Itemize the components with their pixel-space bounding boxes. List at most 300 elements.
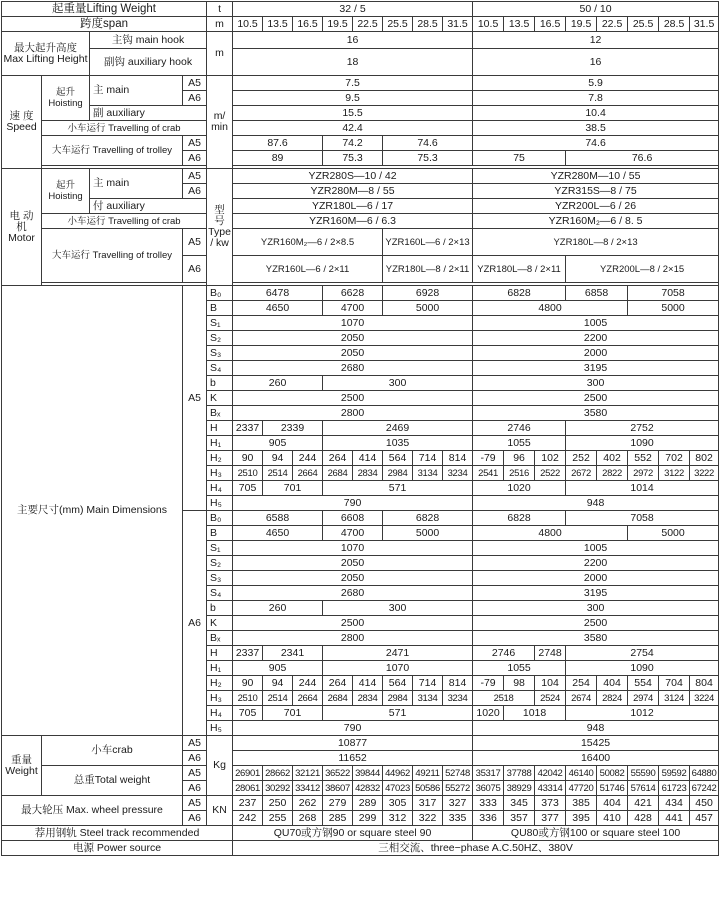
value-cell: 254 xyxy=(566,676,597,691)
value-cell: 264 xyxy=(323,676,353,691)
value-cell: YZR280S—10 / 42 xyxy=(233,169,473,184)
value-cell: 2471 xyxy=(323,646,473,661)
speed-aux-label: 副 auxiliary xyxy=(90,106,207,121)
value-cell: 285 xyxy=(323,811,353,826)
dim-symbol: S₄ xyxy=(207,361,233,376)
grade-a5: A5 xyxy=(183,766,207,781)
dim-symbol: B₀ xyxy=(207,286,233,301)
value-cell: 262 xyxy=(293,796,323,811)
value-cell: 46140 xyxy=(566,766,597,781)
value-cell: 2514 xyxy=(263,691,293,706)
value-cell: 6628 xyxy=(323,286,383,301)
dim-symbol: B xyxy=(207,301,233,316)
grade-a6: A6 xyxy=(183,91,207,106)
motor-hoisting-label: 起升 Hoisting xyxy=(42,169,90,214)
value-cell: 244 xyxy=(293,451,323,466)
value-cell: 2510 xyxy=(233,691,263,706)
value-cell: 4800 xyxy=(473,301,628,316)
value-cell: 2500 xyxy=(233,391,473,406)
crane-spec-table xyxy=(1,1,719,856)
dim-symbol: H xyxy=(207,421,233,436)
value-cell: 3122 xyxy=(659,466,690,481)
value-cell: 3580 xyxy=(473,406,719,421)
dim-a5-B0 xyxy=(2,286,719,301)
row-weight-total-a5 xyxy=(2,766,719,781)
value-cell: 102 xyxy=(535,451,566,466)
grade-a6: A6 xyxy=(183,151,207,166)
value-cell: 327 xyxy=(443,796,473,811)
value-cell: 714 xyxy=(413,451,443,466)
value-cell: 6858 xyxy=(566,286,628,301)
value-cell: 55590 xyxy=(628,766,659,781)
value-cell: 2500 xyxy=(473,616,719,631)
dim-symbol: H₁ xyxy=(207,661,233,676)
value-cell: 1035 xyxy=(323,436,473,451)
value-cell: 74.6 xyxy=(473,136,719,151)
motor-trolley-label: 大车运行 Travelling of trolley xyxy=(42,229,183,283)
lifting-weight-label: 起重量Lifting Weight xyxy=(2,2,207,17)
value-cell: 2752 xyxy=(566,421,719,436)
value-cell: 28662 xyxy=(263,766,293,781)
value-cell: 18 xyxy=(233,49,473,76)
value-cell: 3195 xyxy=(473,586,719,601)
span-label: 跨度span xyxy=(2,17,207,32)
value-cell: 2972 xyxy=(628,466,659,481)
value-cell: 90 xyxy=(233,676,263,691)
row-steel-track xyxy=(2,826,719,841)
value-cell: 2337 xyxy=(233,646,263,661)
value-cell: 104 xyxy=(535,676,566,691)
value-cell: 61723 xyxy=(659,781,690,796)
value-cell: 377 xyxy=(535,811,566,826)
value-cell: YZR180L—8 / 2×11 xyxy=(473,256,566,283)
speed-unit: m/ min xyxy=(207,76,233,169)
value-cell: 7058 xyxy=(628,286,719,301)
unit-t: t xyxy=(207,2,233,17)
value-cell: 814 xyxy=(443,676,473,691)
row-lifting-weight xyxy=(2,2,719,17)
value-cell: 59592 xyxy=(659,766,690,781)
height-unit: m xyxy=(207,32,233,76)
grade-a6: A6 xyxy=(183,751,207,766)
value-cell: 2337 xyxy=(233,421,263,436)
value-cell: 414 xyxy=(353,676,383,691)
span-cell: 16.5 xyxy=(535,17,566,32)
value-cell: 15425 xyxy=(473,736,719,751)
value-cell: 322 xyxy=(413,811,443,826)
span-cell: 16.5 xyxy=(293,17,323,32)
value-cell: 2469 xyxy=(323,421,473,436)
value-cell: 5000 xyxy=(383,526,473,541)
value-cell: 395 xyxy=(566,811,597,826)
value-cell: 3222 xyxy=(690,466,719,481)
value-cell: 705 xyxy=(233,706,263,721)
span-cell: 13.5 xyxy=(263,17,293,32)
value-cell: YZR200L—8 / 2×15 xyxy=(566,256,719,283)
value-cell: 42832 xyxy=(353,781,383,796)
grade-a5: A5 xyxy=(183,229,207,256)
value-cell: 16 xyxy=(233,32,473,49)
value-cell: 7.5 xyxy=(233,76,473,91)
value-cell: 35317 xyxy=(473,766,504,781)
value-cell: 441 xyxy=(659,811,690,826)
value-cell: 3224 xyxy=(690,691,719,706)
value-cell: 3234 xyxy=(443,466,473,481)
value-cell: 421 xyxy=(628,796,659,811)
value-cell: 2680 xyxy=(233,586,473,601)
motor-aux-label: 付 auxiliary xyxy=(90,199,207,214)
value-cell: 2500 xyxy=(473,391,719,406)
value-cell: 434 xyxy=(659,796,690,811)
value-cell: 7.8 xyxy=(473,91,719,106)
motor-label: 电 动 机 Motor xyxy=(2,169,42,286)
value-cell: 1055 xyxy=(473,436,566,451)
value-cell: 255 xyxy=(263,811,293,826)
row-height-aux xyxy=(2,49,719,76)
value-cell: 33412 xyxy=(293,781,323,796)
value-cell: 57614 xyxy=(628,781,659,796)
value-cell: 6608 xyxy=(323,511,383,526)
speed-main-label: 主 main xyxy=(90,76,183,106)
value-cell: 404 xyxy=(597,676,628,691)
value-cell: 3234 xyxy=(443,691,473,706)
value-cell: 89 xyxy=(233,151,323,166)
value-cell: 96 xyxy=(504,451,535,466)
span-cell: 28.5 xyxy=(413,17,443,32)
wheel-unit: KN xyxy=(207,796,233,826)
span-cell: 31.5 xyxy=(443,17,473,32)
value-cell: 1070 xyxy=(323,661,473,676)
max-height-label: 最大起升高度 Max Lifting Height xyxy=(2,32,90,76)
dim-symbol: Bₓ xyxy=(207,406,233,421)
value-cell: 1020 xyxy=(473,481,566,496)
value-cell: 2984 xyxy=(383,466,413,481)
value-cell: 87.6 xyxy=(233,136,323,151)
value-cell: 94 xyxy=(263,451,293,466)
value-cell: 336 xyxy=(473,811,504,826)
value-cell: 2664 xyxy=(293,466,323,481)
value-cell: 5000 xyxy=(383,301,473,316)
value-cell: 67242 xyxy=(690,781,719,796)
value-cell: 36075 xyxy=(473,781,504,796)
value-cell: YZR160M—6 / 6.3 xyxy=(233,214,473,229)
dim-symbol: H₂ xyxy=(207,676,233,691)
value-cell: 705 xyxy=(233,481,263,496)
value-cell: 2684 xyxy=(323,691,353,706)
value-cell: 94 xyxy=(263,676,293,691)
value-cell: 10877 xyxy=(233,736,473,751)
row-speed-main-a5 xyxy=(2,76,719,91)
value-cell: 2541 xyxy=(473,466,504,481)
value-cell: 701 xyxy=(263,706,323,721)
value-cell: 4650 xyxy=(233,526,323,541)
span-cell: 28.5 xyxy=(659,17,690,32)
value-cell: 299 xyxy=(353,811,383,826)
span-cell: 19.5 xyxy=(323,17,353,32)
value-cell: 28061 xyxy=(233,781,263,796)
speed-hoisting-label: 起升 Hoisting xyxy=(42,76,90,121)
dim-symbol: H₅ xyxy=(207,496,233,511)
value-cell: 49211 xyxy=(413,766,443,781)
value-cell: 2800 xyxy=(233,631,473,646)
value-cell: 260 xyxy=(233,601,323,616)
value-cell: 2050 xyxy=(233,571,473,586)
value-cell: YZR315S—8 / 75 xyxy=(473,184,719,199)
value-cell: 1014 xyxy=(566,481,719,496)
wheel-pressure-label: 最大轮压 Max. wheel pressure xyxy=(2,796,183,826)
value-cell: 1070 xyxy=(233,316,473,331)
dim-symbol: K xyxy=(207,391,233,406)
dim-symbol: H xyxy=(207,646,233,661)
speed-crab-label: 小车运行 Travelling of crab xyxy=(42,121,207,136)
value-cell: 11652 xyxy=(233,751,473,766)
motor-main-label: 主 main xyxy=(90,169,183,199)
dim-symbol: b xyxy=(207,376,233,391)
value-cell: 47720 xyxy=(566,781,597,796)
dim-symbol: H₄ xyxy=(207,706,233,721)
value-cell: YZR280M—8 / 55 xyxy=(233,184,473,199)
value-cell: YZR180L—8 / 2×13 xyxy=(473,229,719,256)
value-cell: 74.6 xyxy=(383,136,473,151)
span-cell: 22.5 xyxy=(597,17,628,32)
dims-grade-a6: A6 xyxy=(183,511,207,736)
value-cell: 75 xyxy=(473,151,566,166)
dim-symbol: Bₓ xyxy=(207,631,233,646)
value-cell: 2000 xyxy=(473,346,719,361)
value-cell: 55272 xyxy=(443,781,473,796)
value-cell: 4800 xyxy=(473,526,628,541)
value-cell: 242 xyxy=(233,811,263,826)
power-source-label: 电源 Power source xyxy=(2,841,233,856)
row-span xyxy=(2,17,719,32)
value-cell: 385 xyxy=(566,796,597,811)
value-cell: 2200 xyxy=(473,556,719,571)
dim-symbol: K xyxy=(207,616,233,631)
value-cell: 51746 xyxy=(597,781,628,796)
row-motor-trolley-a5 xyxy=(2,229,719,256)
row-height-main xyxy=(2,32,719,49)
value-cell: 948 xyxy=(473,496,719,511)
dim-symbol: H₁ xyxy=(207,436,233,451)
value-cell: 814 xyxy=(443,451,473,466)
value-cell: 2672 xyxy=(566,466,597,481)
value-cell: 317 xyxy=(413,796,443,811)
row-motor-aux xyxy=(2,199,719,214)
value-cell: 50082 xyxy=(597,766,628,781)
dim-symbol: B₀ xyxy=(207,511,233,526)
value-cell: 44962 xyxy=(383,766,413,781)
value-cell: YZR160L—6 / 2×13 xyxy=(383,229,473,256)
value-cell: 1005 xyxy=(473,316,719,331)
value-cell: YZR280M—10 / 55 xyxy=(473,169,719,184)
main-hook-label: 主钩 main hook xyxy=(90,32,207,49)
value-cell: 43314 xyxy=(535,781,566,796)
span-cell: 10.5 xyxy=(473,17,504,32)
value-cell: 39844 xyxy=(353,766,383,781)
dim-symbol: H₂ xyxy=(207,451,233,466)
capacity-50: 50 / 10 xyxy=(473,2,719,17)
value-cell: 2664 xyxy=(293,691,323,706)
value-cell: 704 xyxy=(659,676,690,691)
row-power-source xyxy=(2,841,719,856)
span-cell: 10.5 xyxy=(233,17,263,32)
value-cell: 6828 xyxy=(473,286,566,301)
value-cell: 6928 xyxy=(383,286,473,301)
value-cell: 38607 xyxy=(323,781,353,796)
value-cell: 32121 xyxy=(293,766,323,781)
value-cell: 564 xyxy=(383,451,413,466)
value-cell: 2748 xyxy=(535,646,566,661)
value-cell: 1012 xyxy=(566,706,719,721)
dims-grade-a5: A5 xyxy=(183,286,207,511)
value-cell: 345 xyxy=(504,796,535,811)
value-cell: 2674 xyxy=(566,691,597,706)
value-cell: 3134 xyxy=(413,691,443,706)
value-cell: 2822 xyxy=(597,466,628,481)
dim-symbol: S₁ xyxy=(207,541,233,556)
value-cell: 37788 xyxy=(504,766,535,781)
value-cell: 2050 xyxy=(233,331,473,346)
value-cell: 428 xyxy=(628,811,659,826)
value-cell: 1005 xyxy=(473,541,719,556)
value-cell: 36522 xyxy=(323,766,353,781)
value-cell: 410 xyxy=(597,811,628,826)
value-cell: 2524 xyxy=(535,691,566,706)
steel-track-label: 荐用钢轨 Steel track recommended xyxy=(2,826,233,841)
value-cell: 2200 xyxy=(473,331,719,346)
value-cell: 702 xyxy=(659,451,690,466)
dim-symbol: S₃ xyxy=(207,571,233,586)
value-cell: 268 xyxy=(293,811,323,826)
value-cell: 74.2 xyxy=(323,136,383,151)
motor-unit: 型 号 Type / kw xyxy=(207,169,233,286)
value-cell: 457 xyxy=(690,811,719,826)
dim-symbol: S₄ xyxy=(207,586,233,601)
value-cell: 402 xyxy=(597,451,628,466)
value-cell: 1018 xyxy=(504,706,566,721)
value-cell: 552 xyxy=(628,451,659,466)
value-cell: 300 xyxy=(473,376,719,391)
value-cell: 76.6 xyxy=(566,151,719,166)
value-cell: 790 xyxy=(233,721,473,736)
value-cell: YZR200L—6 / 26 xyxy=(473,199,719,214)
value-cell: 2834 xyxy=(353,466,383,481)
grade-a5: A5 xyxy=(183,76,207,91)
value-cell: 三相交流、three−phase A.C.50HZ、380V xyxy=(233,841,719,856)
value-cell: 264 xyxy=(323,451,353,466)
value-cell: 333 xyxy=(473,796,504,811)
value-cell: 305 xyxy=(383,796,413,811)
value-cell: 414 xyxy=(353,451,383,466)
value-cell: 252 xyxy=(566,451,597,466)
value-cell: 2341 xyxy=(263,646,323,661)
value-cell: 2050 xyxy=(233,556,473,571)
value-cell: 237 xyxy=(233,796,263,811)
aux-hook-label: 副钩 auxiliary hook xyxy=(90,49,207,76)
value-cell: 2518 xyxy=(473,691,535,706)
main-dimensions-label: 主要尺寸(mm) Main Dimensions xyxy=(2,286,183,736)
value-cell: 312 xyxy=(383,811,413,826)
value-cell: 75.3 xyxy=(323,151,383,166)
grade-a6: A6 xyxy=(183,256,207,283)
value-cell: 90 xyxy=(233,451,263,466)
dim-symbol: b xyxy=(207,601,233,616)
motor-crab-label: 小车运行 Travelling of crab xyxy=(42,214,207,229)
value-cell: 2824 xyxy=(597,691,628,706)
dim-symbol: S₂ xyxy=(207,331,233,346)
speed-label: 速 度 Speed xyxy=(2,76,42,169)
value-cell: 42042 xyxy=(535,766,566,781)
value-cell: 5000 xyxy=(628,526,719,541)
value-cell: 279 xyxy=(323,796,353,811)
value-cell: 4700 xyxy=(323,301,383,316)
value-cell: QU80或方钢100 or square steel 100 xyxy=(473,826,719,841)
value-cell: 38929 xyxy=(504,781,535,796)
value-cell: 1020 xyxy=(473,706,504,721)
capacity-32: 32 / 5 xyxy=(233,2,473,17)
span-cell: 25.5 xyxy=(383,17,413,32)
grade-a5: A5 xyxy=(183,736,207,751)
value-cell: QU70或方钢90 or square steel 90 xyxy=(233,826,473,841)
value-cell: 571 xyxy=(323,706,473,721)
value-cell: 3134 xyxy=(413,466,443,481)
value-cell: 300 xyxy=(323,376,473,391)
dim-symbol: H₃ xyxy=(207,466,233,481)
value-cell: 9.5 xyxy=(233,91,473,106)
weight-total-label: 总重Total weight xyxy=(42,766,183,796)
value-cell: 1090 xyxy=(566,661,719,676)
value-cell: 804 xyxy=(690,676,719,691)
row-speed-trolley-a5 xyxy=(2,136,719,151)
row-speed-aux xyxy=(2,106,719,121)
value-cell: 75.3 xyxy=(383,151,473,166)
value-cell: 42.4 xyxy=(233,121,473,136)
value-cell: YZR160M₂—6 / 8. 5 xyxy=(473,214,719,229)
dim-symbol: S₃ xyxy=(207,346,233,361)
value-cell: 64880 xyxy=(690,766,719,781)
value-cell: 10.4 xyxy=(473,106,719,121)
span-cell: 19.5 xyxy=(566,17,597,32)
value-cell: 2800 xyxy=(233,406,473,421)
value-cell: 2746 xyxy=(473,646,535,661)
value-cell: 15.5 xyxy=(233,106,473,121)
value-cell: 50586 xyxy=(413,781,443,796)
value-cell: 2500 xyxy=(233,616,473,631)
value-cell: 1055 xyxy=(473,661,566,676)
grade-a6: A6 xyxy=(183,781,207,796)
value-cell: 2834 xyxy=(353,691,383,706)
weight-label: 重量 Weight xyxy=(2,736,42,796)
value-cell: 2510 xyxy=(233,466,263,481)
value-cell: 790 xyxy=(233,496,473,511)
row-motor-main-a5 xyxy=(2,169,719,184)
span-cell: 13.5 xyxy=(504,17,535,32)
value-cell: 450 xyxy=(690,796,719,811)
value-cell: 2680 xyxy=(233,361,473,376)
value-cell: 300 xyxy=(323,601,473,616)
value-cell: 701 xyxy=(263,481,323,496)
value-cell: 948 xyxy=(473,721,719,736)
value-cell: 16400 xyxy=(473,751,719,766)
grade-a5: A5 xyxy=(183,169,207,184)
value-cell: 404 xyxy=(597,796,628,811)
value-cell: 47023 xyxy=(383,781,413,796)
value-cell: 12 xyxy=(473,32,719,49)
value-cell: 1070 xyxy=(233,541,473,556)
value-cell: 2339 xyxy=(263,421,323,436)
grade-a5: A5 xyxy=(183,796,207,811)
value-cell: 300 xyxy=(473,601,719,616)
